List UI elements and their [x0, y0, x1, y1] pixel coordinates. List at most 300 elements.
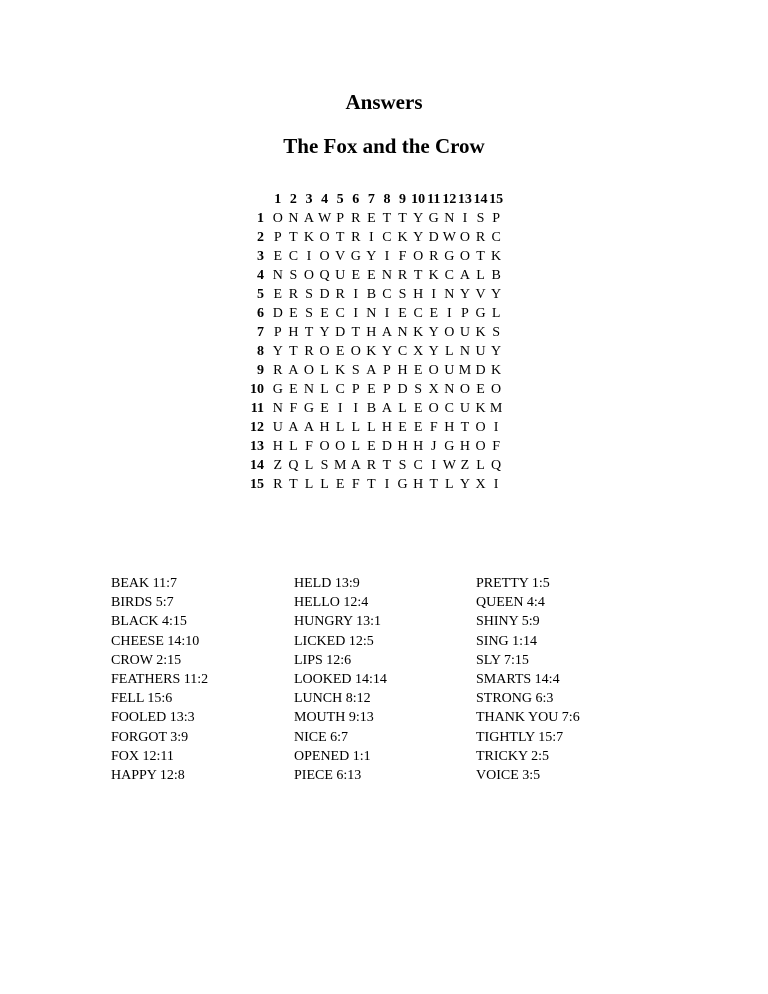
grid-letter: I — [446, 306, 452, 321]
grid-letter: E — [335, 477, 345, 492]
grid-letter: E — [273, 249, 283, 264]
grid-letter: I — [384, 306, 390, 321]
grid-letter: N — [303, 382, 315, 397]
grid-letter: Q — [288, 458, 299, 473]
grid-letter: S — [320, 458, 329, 473]
grid-letter: K — [397, 230, 408, 245]
grid-letter: A — [381, 401, 393, 416]
grid-letter: C — [413, 306, 423, 321]
grid-letter: D — [428, 230, 439, 245]
grid-letter: N — [381, 268, 393, 283]
grid-letter: U — [459, 325, 470, 340]
grid-letter: G — [475, 306, 486, 321]
grid-letter: E — [413, 401, 423, 416]
column-number: 8 — [383, 192, 391, 207]
grid-letter: H — [381, 420, 393, 435]
grid-letter: N — [366, 306, 377, 321]
grid-letter: C — [382, 287, 392, 302]
word-entry: CROW 2:15 — [111, 652, 182, 668]
grid-letter: X — [413, 344, 424, 359]
grid-letter: L — [491, 306, 501, 321]
row-number: 5 — [257, 287, 264, 302]
column-number: 15 — [489, 192, 504, 207]
grid-letter: M — [333, 458, 347, 473]
grid-letter: R — [304, 344, 314, 359]
grid-letter: R — [475, 230, 486, 245]
grid-letter: V — [335, 249, 346, 264]
word-entry: CHEESE 14:10 — [111, 633, 200, 649]
grid-letter: X — [475, 477, 486, 492]
grid-letter: I — [493, 420, 499, 435]
grid-letter: H — [272, 439, 283, 454]
grid-letter: T — [289, 344, 298, 359]
page-heading: Answers — [345, 90, 423, 114]
grid-letter: Y — [366, 249, 377, 264]
grid-letter: L — [476, 458, 485, 473]
grid-letter: A — [288, 420, 299, 435]
grid-letter: T — [382, 211, 392, 226]
word-list-column-2 — [294, 574, 387, 785]
word-entry: LICKED 12:5 — [294, 633, 374, 649]
grid-letter: F — [289, 401, 298, 416]
grid-letter: E — [367, 382, 376, 397]
grid-letter: G — [303, 401, 315, 416]
grid-letter: Q — [319, 268, 330, 283]
word-entry: FEATHERS 11:2 — [111, 672, 209, 688]
grid-letter: R — [429, 249, 439, 264]
column-number: 2 — [289, 192, 297, 207]
grid-letter: I — [431, 287, 437, 302]
grid-letter: S — [351, 363, 360, 378]
grid-letter: I — [493, 477, 499, 492]
grid-row — [248, 342, 504, 361]
grid-letter: C — [444, 401, 454, 416]
grid-letter: L — [398, 401, 407, 416]
grid-letter: P — [351, 382, 360, 397]
word-entry: PRETTY 1:5 — [476, 576, 550, 591]
grid-letter: F — [351, 477, 360, 492]
word-entry: PIECE 6:13 — [294, 768, 362, 784]
grid-letter: W — [317, 211, 332, 226]
grid-letter: T — [429, 477, 439, 492]
grid-letter: G — [272, 382, 283, 397]
grid-letter: B — [366, 401, 377, 416]
grid-letter: W — [442, 458, 456, 473]
grid-letter: H — [444, 420, 455, 435]
grid-body — [248, 209, 504, 494]
grid-letter: C — [413, 458, 423, 473]
grid-letter: I — [353, 287, 359, 302]
grid-letter: U — [459, 401, 470, 416]
word-entry: FELL 15:6 — [111, 691, 173, 707]
grid-letter: T — [367, 477, 376, 492]
grid-row — [248, 323, 504, 342]
grid-letter: I — [462, 211, 468, 226]
grid-letter: T — [398, 211, 407, 226]
grid-letter: N — [444, 382, 455, 397]
grid-letter: L — [304, 458, 314, 473]
grid-letter: F — [492, 439, 500, 454]
grid-letter: O — [272, 211, 283, 226]
row-number: 4 — [257, 268, 264, 283]
grid-letter: G — [444, 249, 455, 264]
grid-letter: O — [428, 401, 439, 416]
grid-letter: O — [319, 230, 330, 245]
grid-letter: I — [353, 306, 359, 321]
word-entry: SHINY 5:9 — [476, 614, 540, 630]
word-entry: LUNCH 8:12 — [294, 691, 371, 707]
grid-letter: S — [414, 382, 423, 397]
grid-letter: I — [431, 458, 437, 473]
column-number: 14 — [473, 192, 488, 207]
grid-letter: F — [305, 439, 313, 454]
row-number: 15 — [250, 477, 264, 492]
grid-letter: H — [413, 287, 424, 302]
grid-letter: O — [459, 249, 470, 264]
grid-letter: G — [350, 249, 361, 264]
word-entry: TIGHTLY 15:7 — [476, 729, 564, 745]
grid-letter: L — [320, 382, 329, 397]
grid-letter: E — [398, 420, 407, 435]
row-number: 2 — [257, 230, 264, 245]
column-number: 12 — [442, 192, 457, 207]
grid-letter: C — [397, 344, 408, 359]
grid-letter: H — [397, 439, 408, 454]
word-entry: SMARTS 14:4 — [476, 672, 560, 688]
word-entry: HELD 13:9 — [294, 576, 360, 591]
grid-row — [248, 361, 504, 380]
grid-row — [248, 247, 504, 266]
grid-letter: O — [444, 325, 455, 340]
grid-letter: C — [444, 268, 454, 283]
grid-letter: T — [476, 249, 485, 264]
grid-table — [248, 190, 504, 494]
grid-letter: G — [428, 211, 439, 226]
word-entry: LIPS 12:6 — [294, 652, 352, 668]
grid-letter: O — [319, 249, 330, 264]
grid-letter: T — [289, 230, 298, 245]
grid-letter: O — [475, 420, 486, 435]
grid-letter: D — [475, 363, 486, 378]
grid-letter: R — [397, 268, 408, 283]
grid-letter: N — [444, 287, 455, 302]
grid-row — [248, 266, 504, 285]
grid-letter: R — [366, 458, 377, 473]
grid-row — [248, 285, 504, 304]
grid-letter: Y — [319, 325, 330, 340]
row-number: 6 — [257, 306, 264, 321]
grid-letter: K — [366, 344, 377, 359]
grid-letter: P — [492, 211, 500, 226]
grid-letter: E — [320, 401, 329, 416]
grid-letter: E — [289, 306, 298, 321]
grid-letter: D — [272, 306, 283, 321]
grid-letter: E — [367, 211, 376, 226]
grid-letter: K — [303, 230, 315, 245]
grid-letter: D — [335, 325, 346, 340]
grid-letter: H — [397, 363, 408, 378]
grid-letter: I — [306, 249, 312, 264]
grid-letter: N — [397, 325, 408, 340]
column-number: 6 — [352, 192, 360, 207]
grid-letter: N — [272, 268, 283, 283]
grid-letter: E — [476, 382, 485, 397]
word-entry: MOUTH 9:13 — [294, 710, 374, 726]
grid-letter: S — [289, 268, 298, 283]
grid-letter: O — [459, 230, 470, 245]
grid-letter: U — [335, 268, 346, 283]
grid-letter: L — [445, 344, 454, 359]
grid-letter: R — [288, 287, 299, 302]
row-number: 12 — [250, 420, 264, 435]
grid-letter: H — [319, 420, 330, 435]
grid-letter: R — [335, 287, 345, 302]
grid-letter: R — [273, 477, 283, 492]
grid-letter: Z — [460, 458, 470, 473]
grid-letter: T — [335, 230, 345, 245]
grid-letter: Y — [459, 287, 470, 302]
grid-letter: I — [353, 401, 359, 416]
grid-letter: A — [381, 325, 393, 340]
grid-letter: C — [491, 230, 501, 245]
grid-letter: I — [337, 401, 343, 416]
row-number: 13 — [250, 439, 264, 454]
grid-letter: B — [366, 287, 377, 302]
grid-letter: R — [351, 211, 361, 226]
word-entry: FOOLED 13:3 — [111, 710, 195, 726]
grid-letter: O — [491, 382, 502, 397]
grid-letter: L — [351, 439, 361, 454]
grid-letter: K — [428, 268, 439, 283]
grid-row — [248, 456, 504, 475]
grid-letter: W — [442, 230, 456, 245]
grid-letter: I — [384, 249, 390, 264]
grid-letter: Y — [491, 287, 502, 302]
grid-letter: N — [272, 401, 283, 416]
column-number-row — [248, 190, 504, 209]
word-entry: HELLO 12:4 — [294, 595, 369, 611]
grid-letter: E — [335, 344, 345, 359]
column-number: 7 — [367, 192, 375, 207]
grid-row — [248, 437, 504, 456]
grid-letter: Y — [428, 344, 439, 359]
grid-letter: T — [289, 477, 298, 492]
grid-letter: A — [288, 363, 299, 378]
grid-letter: Y — [272, 344, 283, 359]
word-entry: SLY 7:15 — [476, 652, 529, 668]
grid-letter: O — [428, 363, 439, 378]
grid-letter: G — [397, 477, 408, 492]
grid-letter: O — [459, 382, 470, 397]
grid-letter: E — [273, 287, 283, 302]
grid-letter: D — [319, 287, 330, 302]
grid-letter: E — [351, 268, 361, 283]
grid-letter: Y — [428, 325, 439, 340]
word-entry: BIRDS 5:7 — [111, 595, 174, 611]
grid-letter: P — [273, 230, 282, 245]
word-entry: FORGOT 3:9 — [111, 729, 189, 745]
grid-letter: E — [413, 420, 423, 435]
grid-letter: Y — [381, 344, 393, 359]
grid-letter: S — [305, 306, 313, 321]
grid-letter: I — [384, 477, 390, 492]
grid-letter: T — [413, 268, 423, 283]
grid-letter: L — [335, 420, 345, 435]
grid-letter: N — [288, 211, 299, 226]
grid-letter: P — [461, 306, 469, 321]
grid-letter: C — [335, 382, 345, 397]
word-entry: THANK YOU 7:6 — [476, 710, 580, 726]
word-list-column-3 — [476, 574, 580, 785]
grid-letter: O — [413, 249, 424, 264]
grid-letter: O — [475, 439, 486, 454]
grid-letter: A — [366, 363, 377, 378]
grid-letter: H — [413, 439, 424, 454]
grid-letter: L — [476, 268, 485, 283]
row-number: 3 — [257, 249, 264, 264]
grid-letter: C — [382, 230, 392, 245]
grid-letter: U — [444, 363, 455, 378]
puzzle-title: The Fox and the Crow — [283, 134, 485, 158]
word-search-grid — [248, 190, 504, 494]
column-number: 13 — [457, 192, 472, 207]
grid-letter: H — [459, 439, 470, 454]
grid-letter: O — [335, 439, 346, 454]
grid-row — [248, 228, 504, 247]
word-entry: NICE 6:7 — [294, 729, 349, 745]
word-entry: BEAK 11:7 — [111, 576, 177, 591]
grid-letter: H — [413, 477, 424, 492]
grid-letter: M — [489, 401, 503, 416]
grid-letter: O — [303, 268, 315, 283]
grid-letter: E — [367, 439, 376, 454]
grid-letter: Y — [491, 344, 502, 359]
grid-letter: S — [398, 458, 407, 473]
grid-letter: Y — [413, 230, 424, 245]
grid-letter: L — [351, 420, 361, 435]
grid-letter: L — [445, 477, 454, 492]
row-number: 14 — [250, 458, 264, 473]
grid-letter: O — [350, 344, 361, 359]
grid-letter: L — [304, 477, 314, 492]
grid-letter: T — [460, 420, 470, 435]
grid-letter: G — [444, 439, 455, 454]
word-entry: VOICE 3:5 — [476, 768, 541, 784]
word-entry: TRICKY 2:5 — [476, 748, 549, 764]
grid-letter: S — [398, 287, 407, 302]
grid-letter: P — [383, 382, 391, 397]
column-number: 5 — [336, 192, 344, 207]
grid-letter: K — [475, 325, 486, 340]
grid-letter: T — [382, 458, 392, 473]
word-entry: QUEEN 4:4 — [476, 595, 545, 611]
grid-letter: E — [289, 382, 298, 397]
grid-letter: M — [458, 363, 472, 378]
grid-letter: E — [413, 363, 423, 378]
grid-letter: A — [459, 268, 470, 283]
grid-letter: L — [367, 420, 376, 435]
grid-letter: L — [289, 439, 298, 454]
grid-letter: Y — [459, 477, 470, 492]
grid-letter: H — [288, 325, 299, 340]
grid-letter: D — [381, 439, 393, 454]
grid-row — [248, 399, 504, 418]
column-number: 3 — [305, 192, 313, 207]
word-list-column-1 — [111, 574, 208, 785]
grid-letter: P — [336, 211, 345, 226]
grid-row — [248, 209, 504, 228]
grid-letter: T — [304, 325, 314, 340]
grid-row — [248, 380, 504, 399]
grid-letter: K — [491, 363, 502, 378]
grid-letter: O — [319, 344, 330, 359]
word-entry: HUNGRY 13:1 — [294, 614, 381, 630]
column-number: 1 — [274, 192, 282, 207]
grid-letter: A — [303, 211, 315, 226]
grid-letter: K — [335, 363, 346, 378]
grid-letter: O — [319, 439, 330, 454]
grid-letter: D — [397, 382, 408, 397]
grid-letter: C — [335, 306, 345, 321]
word-entry: BLACK 4:15 — [111, 614, 187, 630]
grid-letter: E — [320, 306, 329, 321]
grid-letter: Y — [413, 211, 424, 226]
grid-letter: X — [428, 382, 439, 397]
row-number: 10 — [250, 382, 264, 397]
grid-letter: Z — [273, 458, 283, 473]
grid-letter: K — [491, 249, 502, 264]
grid-letter: R — [351, 230, 361, 245]
grid-letter: S — [492, 325, 500, 340]
word-entry: SING 1:14 — [476, 633, 538, 649]
grid-letter: F — [429, 420, 438, 435]
grid-letter: P — [273, 325, 282, 340]
row-number: 9 — [257, 363, 264, 378]
grid-row — [248, 475, 504, 494]
row-number: 11 — [250, 401, 264, 416]
grid-row — [248, 418, 504, 437]
grid-letter: C — [288, 249, 299, 264]
grid-letter: E — [398, 306, 407, 321]
grid-letter: L — [320, 477, 329, 492]
grid-letter: N — [444, 211, 455, 226]
column-number: 11 — [427, 192, 441, 207]
word-entry: HAPPY 12:8 — [111, 768, 185, 784]
grid-letter: K — [413, 325, 424, 340]
grid-letter: U — [272, 420, 283, 435]
column-number: 4 — [321, 192, 329, 207]
grid-row — [248, 304, 504, 323]
grid-letter: K — [475, 401, 486, 416]
grid-letter: J — [431, 439, 437, 454]
grid-letter: O — [303, 363, 315, 378]
grid-letter: N — [459, 344, 470, 359]
grid-letter: F — [398, 249, 407, 264]
row-number: 7 — [257, 325, 264, 340]
grid-letter: Q — [491, 458, 502, 473]
grid-letter: U — [475, 344, 486, 359]
grid-letter: V — [475, 287, 486, 302]
grid-letter: L — [320, 363, 329, 378]
grid-letter: E — [429, 306, 439, 321]
grid-letter: H — [366, 325, 377, 340]
row-number: 8 — [257, 344, 264, 359]
column-number: 9 — [399, 192, 407, 207]
grid-letter: A — [350, 458, 361, 473]
grid-letter: T — [351, 325, 361, 340]
word-entry: STRONG 6:3 — [476, 691, 554, 707]
grid-letter: S — [476, 211, 485, 226]
